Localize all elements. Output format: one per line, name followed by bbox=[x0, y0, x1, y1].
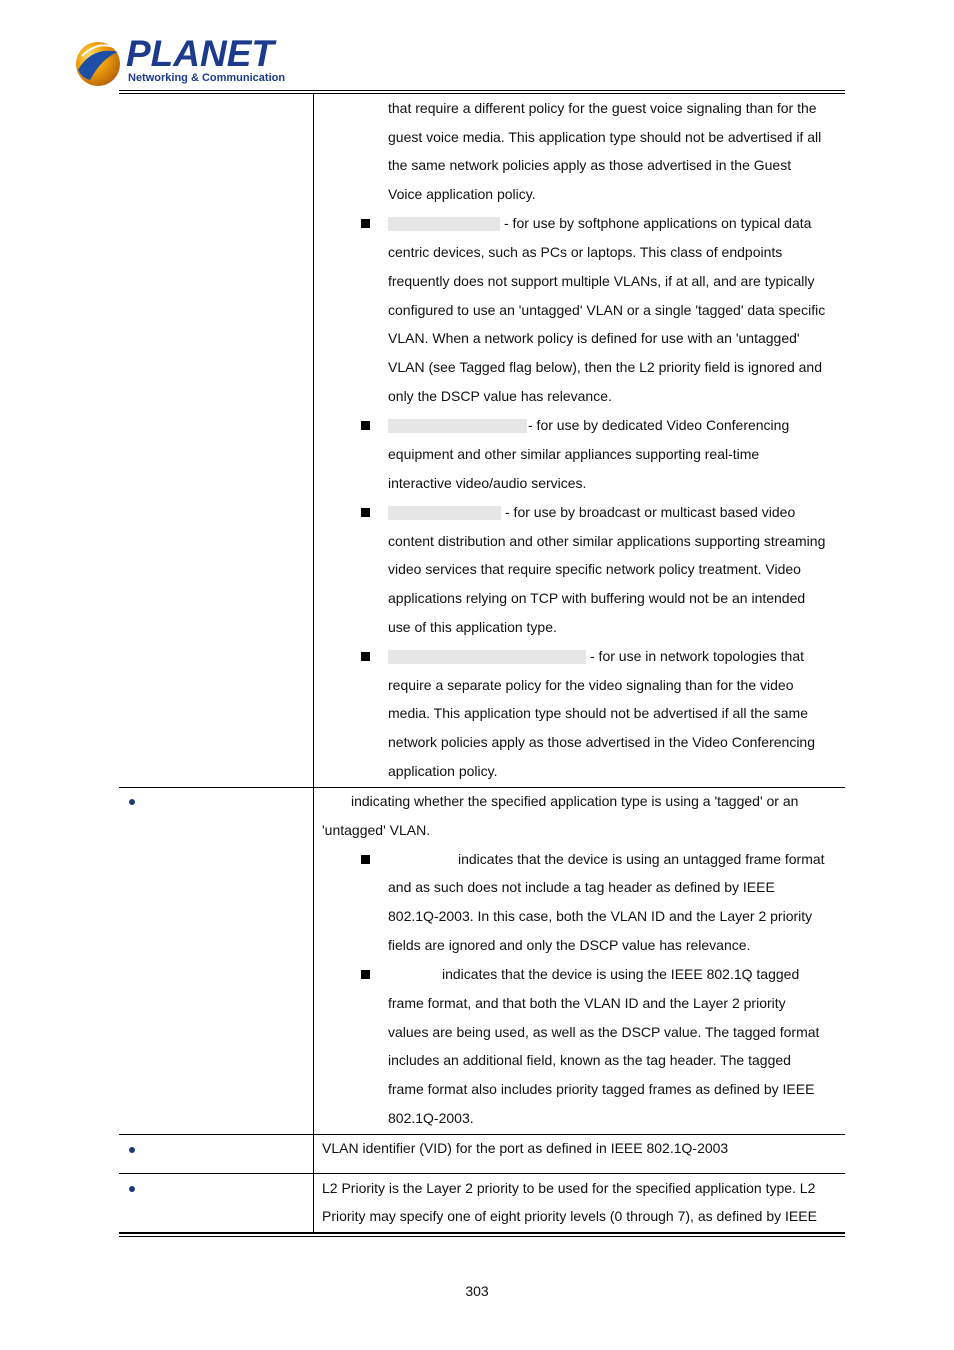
table-bottom-rule-thin bbox=[119, 1236, 845, 1237]
square-bullet-icon bbox=[361, 219, 370, 228]
list-item-line: configured to use an 'untagged' VLAN or a single 'tagged' data specific bbox=[388, 302, 826, 318]
list-item-line: equipment and other similar appliances supporting real-time bbox=[388, 446, 760, 462]
list-item-line: 802.1Q-2003. In this case, both the VLAN ID and the Layer 2 priority bbox=[388, 908, 813, 924]
list-item: indicates that the device is using the IEEE 802.1Q tagged bbox=[442, 966, 800, 982]
list-item-line: frequently does not support multiple VLANs, if at all, and are typically bbox=[388, 273, 815, 289]
list-item: - for use by broadcast or multicast based video bbox=[505, 504, 796, 520]
list-item-line: application policy. bbox=[388, 763, 498, 779]
paragraph-line: VLAN identifier (VID) for the port as defined in IEEE 802.1Q-2003 bbox=[322, 1140, 729, 1156]
paragraph-line: Priority may specify one of eight priority levels (0 through 7), as defined by IEEE bbox=[322, 1208, 817, 1224]
header-rule bbox=[119, 90, 845, 91]
square-bullet-icon bbox=[361, 970, 370, 979]
list-item-line: VLAN. When a network policy is defined for use with an 'untagged' bbox=[388, 330, 800, 346]
list-item-line: only the DSCP value has relevance. bbox=[388, 388, 612, 404]
list-item-line: applications relying on TCP with buffering would not be an intended bbox=[388, 590, 806, 606]
globe-logo-icon bbox=[72, 36, 124, 88]
logo-wordmark: PLANET bbox=[126, 33, 274, 74]
list-item-line: use of this application type. bbox=[388, 619, 557, 635]
list-item-line: video services that require specific network policy treatment. Video bbox=[388, 561, 801, 577]
table-bottom-rule bbox=[119, 1232, 845, 1234]
list-item: - for use by softphone applications on typical data bbox=[504, 215, 812, 231]
paragraph-line: guest voice media. This application type should not be advertised if all bbox=[388, 129, 822, 145]
round-bullet-icon bbox=[129, 1186, 135, 1192]
paragraph-line: that require a different policy for the guest voice signaling than for the bbox=[388, 100, 817, 116]
round-bullet-icon bbox=[129, 1147, 135, 1153]
paragraph-line: indicating whether the specified application type is using a 'tagged' or an bbox=[351, 793, 799, 809]
list-item: - for use in network topologies that bbox=[590, 648, 805, 664]
redacted-term bbox=[388, 217, 500, 231]
list-item-line: require a separate policy for the video signaling than for the video bbox=[388, 677, 794, 693]
logo-tagline: Networking & Communication bbox=[128, 72, 286, 84]
page-number: 303 bbox=[465, 1283, 489, 1299]
list-item-line: interactive video/audio services. bbox=[388, 475, 587, 491]
paragraph-line: 'untagged' VLAN. bbox=[322, 822, 431, 838]
list-item-line: and as such does not include a tag header as defined by IEEE bbox=[388, 879, 775, 895]
square-bullet-icon bbox=[361, 855, 370, 864]
redacted-term bbox=[388, 419, 527, 433]
round-bullet-icon bbox=[129, 799, 135, 805]
redacted-term bbox=[388, 650, 586, 664]
planet-logo bbox=[72, 33, 286, 92]
square-bullet-icon bbox=[361, 508, 370, 517]
list-item: indicates that the device is using an untagged frame format bbox=[458, 851, 825, 867]
list-item-line: frame format, and that both the VLAN ID and the Layer 2 priority bbox=[388, 995, 786, 1011]
list-item-line: fields are ignored and only the DSCP value has relevance. bbox=[388, 937, 751, 953]
list-item: - for use by dedicated Video Conferencing bbox=[528, 417, 790, 433]
list-item-line: includes an additional field, known as the tag header. The tagged bbox=[388, 1052, 791, 1068]
paragraph-line: the same network policies apply as those advertised in the Guest bbox=[388, 157, 792, 173]
list-item-line: media. This application type should not be advertised if all the same bbox=[388, 705, 808, 721]
redacted-term bbox=[388, 506, 501, 520]
square-bullet-icon bbox=[361, 421, 370, 430]
paragraph-line: Voice application policy. bbox=[388, 186, 536, 202]
list-item-line: 802.1Q-2003. bbox=[388, 1110, 474, 1126]
list-item-line: frame format also includes priority tagged frames as defined by IEEE bbox=[388, 1081, 815, 1097]
list-item-line: content distribution and other similar applications supporting streaming bbox=[388, 533, 826, 549]
list-item-line: network policies apply as those advertised in the Video Conferencing bbox=[388, 734, 815, 750]
list-item-line: VLAN (see Tagged flag below), then the L2 priority field is ignored and bbox=[388, 359, 823, 375]
paragraph-line: L2 Priority is the Layer 2 priority to be used for the specified application type. L2 bbox=[322, 1180, 816, 1196]
square-bullet-icon bbox=[361, 652, 370, 661]
table-column-divider bbox=[313, 94, 314, 1233]
list-item-line: values are being used, as well as the DSCP value. The tagged format bbox=[388, 1024, 820, 1040]
list-item-line: centric devices, such as PCs or laptops. This class of endpoints bbox=[388, 244, 783, 260]
